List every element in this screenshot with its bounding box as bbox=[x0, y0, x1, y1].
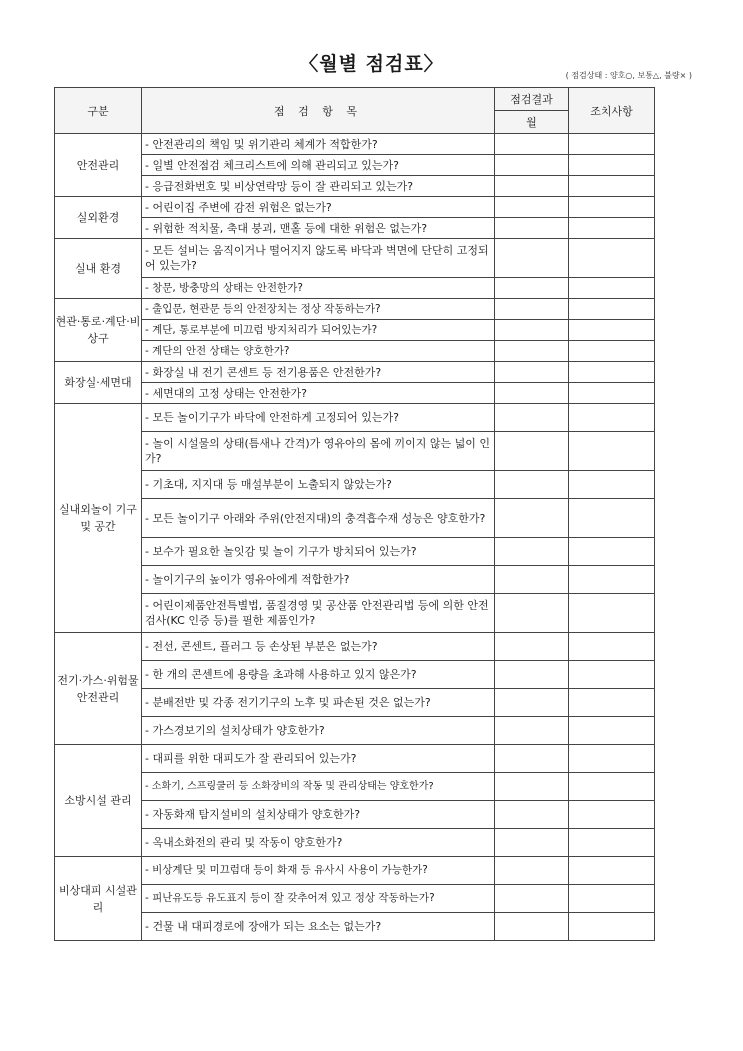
action-cell[interactable] bbox=[569, 661, 655, 689]
header-result: 점검결과 bbox=[495, 88, 569, 111]
check-item: - 어린이집 주변에 감전 위험은 없는가? bbox=[142, 197, 495, 218]
action-cell[interactable] bbox=[569, 239, 655, 278]
result-cell[interactable] bbox=[495, 362, 569, 383]
check-item: - 기초대, 지지대 등 매설부분이 노출되지 않았는가? bbox=[142, 471, 495, 499]
page-title: 〈월별 점검표〉 bbox=[299, 53, 444, 75]
check-item: - 전선, 콘센트, 플러그 등 손상된 부분은 없는가? bbox=[142, 633, 495, 661]
check-item: - 응급전화번호 및 비상연락망 등이 잘 관리되고 있는가? bbox=[142, 176, 495, 197]
result-cell[interactable] bbox=[495, 717, 569, 745]
check-item: - 피난유도등 유도표지 등이 잘 갖추어져 있고 정상 작동하는가? bbox=[142, 885, 495, 913]
result-cell[interactable] bbox=[495, 594, 569, 633]
table-row bbox=[55, 566, 655, 594]
table-row bbox=[55, 633, 655, 661]
check-item: - 모든 놀이기구 아래와 주위(안전지대)의 충격흡수재 성능은 양호한가? bbox=[142, 499, 495, 538]
check-item: - 안전관리의 책임 및 위기관리 체계가 적합한가? bbox=[142, 134, 495, 155]
action-cell[interactable] bbox=[569, 538, 655, 566]
checklist-body bbox=[55, 134, 655, 941]
action-cell[interactable] bbox=[569, 383, 655, 404]
check-item: - 비상계단 및 미끄럼대 등이 화재 등 유사시 사용이 가능한가? bbox=[142, 857, 495, 885]
result-cell[interactable] bbox=[495, 633, 569, 661]
action-cell[interactable] bbox=[569, 801, 655, 829]
result-cell[interactable] bbox=[495, 566, 569, 594]
action-cell[interactable] bbox=[569, 717, 655, 745]
table-row bbox=[55, 913, 655, 941]
check-item: - 옥내소화전의 관리 및 작동이 양호한가? bbox=[142, 829, 495, 857]
action-cell[interactable] bbox=[569, 857, 655, 885]
check-item: - 계단, 통로부분에 미끄럼 방지처리가 되어있는가? bbox=[142, 320, 495, 341]
check-item: - 모든 설비는 움직이거나 떨어지지 않도록 바닥과 벽면에 단단히 고정되어 있는가? bbox=[142, 239, 495, 278]
action-cell[interactable] bbox=[569, 633, 655, 661]
check-item: - 놀이 시설물의 상태(틈새나 간격)가 영유아의 몸에 끼이지 않는 넓이 인가? bbox=[142, 432, 495, 471]
action-cell[interactable] bbox=[569, 745, 655, 773]
check-item: - 분배전반 및 각종 전기기구의 노후 및 파손된 것은 없는가? bbox=[142, 689, 495, 717]
action-cell[interactable] bbox=[569, 134, 655, 155]
action-cell[interactable] bbox=[569, 689, 655, 717]
result-cell[interactable] bbox=[495, 155, 569, 176]
result-cell[interactable] bbox=[495, 176, 569, 197]
header-category: 구분 bbox=[55, 88, 142, 134]
check-item: - 소화기, 스프링쿨러 등 소화장비의 작동 및 관리상태는 양호한가? bbox=[142, 773, 495, 801]
category-cell: 소방시설 관리 bbox=[55, 745, 142, 857]
result-cell[interactable] bbox=[495, 134, 569, 155]
header-row bbox=[55, 88, 655, 111]
table-row bbox=[55, 404, 655, 432]
table-row bbox=[55, 689, 655, 717]
result-cell[interactable] bbox=[495, 383, 569, 404]
table-row bbox=[55, 278, 655, 299]
check-item: - 출입문, 현관문 등의 안전장치는 정상 작동하는가? bbox=[142, 299, 495, 320]
table-row bbox=[55, 239, 655, 278]
table-row bbox=[55, 773, 655, 801]
table-row bbox=[55, 341, 655, 362]
result-cell[interactable] bbox=[495, 218, 569, 239]
table-row bbox=[55, 885, 655, 913]
table-row bbox=[55, 299, 655, 320]
table-row bbox=[55, 176, 655, 197]
table-row bbox=[55, 717, 655, 745]
result-cell[interactable] bbox=[495, 538, 569, 566]
result-cell[interactable] bbox=[495, 404, 569, 432]
action-cell[interactable] bbox=[569, 320, 655, 341]
table-row bbox=[55, 362, 655, 383]
result-cell[interactable] bbox=[495, 341, 569, 362]
result-cell[interactable] bbox=[495, 913, 569, 941]
check-item: - 일별 안전점검 체크리스트에 의해 관리되고 있는가? bbox=[142, 155, 495, 176]
category-cell: 실외환경 bbox=[55, 197, 142, 239]
header-item: 점 검 항 목 bbox=[142, 88, 495, 134]
category-cell: 비상대피 시설관리 bbox=[55, 857, 142, 941]
monthly-checklist-table bbox=[54, 87, 655, 941]
action-cell[interactable] bbox=[569, 913, 655, 941]
action-cell[interactable] bbox=[569, 197, 655, 218]
action-cell[interactable] bbox=[569, 155, 655, 176]
result-cell[interactable] bbox=[495, 745, 569, 773]
result-cell[interactable] bbox=[495, 857, 569, 885]
table-row bbox=[55, 857, 655, 885]
action-cell[interactable] bbox=[569, 404, 655, 432]
check-item: - 계단의 안전 상태는 양호한가? bbox=[142, 341, 495, 362]
table-row bbox=[55, 218, 655, 239]
result-cell[interactable] bbox=[495, 801, 569, 829]
table-row bbox=[55, 471, 655, 499]
category-cell: 전기·가스·위험물 안전관리 bbox=[55, 633, 142, 745]
result-cell[interactable] bbox=[495, 885, 569, 913]
table-row bbox=[55, 661, 655, 689]
check-item: - 세면대의 고정 상태는 안전한가? bbox=[142, 383, 495, 404]
category-cell: 실내외놀이 기구 및 공간 bbox=[55, 404, 142, 633]
action-cell[interactable] bbox=[569, 299, 655, 320]
action-cell[interactable] bbox=[569, 773, 655, 801]
header-action: 조치사항 bbox=[569, 88, 655, 134]
table-row bbox=[55, 155, 655, 176]
table-row bbox=[55, 538, 655, 566]
table-row bbox=[55, 499, 655, 538]
result-cell[interactable] bbox=[495, 432, 569, 471]
action-cell[interactable] bbox=[569, 341, 655, 362]
action-cell[interactable] bbox=[569, 829, 655, 857]
result-cell[interactable] bbox=[495, 299, 569, 320]
action-cell[interactable] bbox=[569, 432, 655, 471]
table-row bbox=[55, 383, 655, 404]
category-cell: 실내 환경 bbox=[55, 239, 142, 299]
action-cell[interactable] bbox=[569, 218, 655, 239]
category-cell: 화장실·세면대 bbox=[55, 362, 142, 404]
action-cell[interactable] bbox=[569, 594, 655, 633]
check-item: - 화장실 내 전기 콘센트 등 전기용품은 안전한가? bbox=[142, 362, 495, 383]
check-item: - 모든 놀이기구가 바닥에 안전하게 고정되어 있는가? bbox=[142, 404, 495, 432]
table-row bbox=[55, 134, 655, 155]
check-item: - 자동화재 탐지설비의 설치상태가 양호한가? bbox=[142, 801, 495, 829]
action-cell[interactable] bbox=[569, 176, 655, 197]
result-cell[interactable] bbox=[495, 471, 569, 499]
result-cell[interactable] bbox=[495, 661, 569, 689]
result-cell[interactable] bbox=[495, 773, 569, 801]
action-cell[interactable] bbox=[569, 471, 655, 499]
check-item: - 위험한 적치물, 축대 붕괴, 맨홀 등에 대한 위험은 없는가? bbox=[142, 218, 495, 239]
result-cell[interactable] bbox=[495, 499, 569, 538]
action-cell[interactable] bbox=[569, 362, 655, 383]
action-cell[interactable] bbox=[569, 499, 655, 538]
table-row bbox=[55, 320, 655, 341]
action-cell[interactable] bbox=[569, 566, 655, 594]
action-cell[interactable] bbox=[569, 278, 655, 299]
check-item: - 어린이제품안전특별법, 품질경영 및 공산품 안전관리법 등에 의한 안전검사(KC 인증 등)를 필한 제품인가? bbox=[142, 594, 495, 633]
table-row bbox=[55, 432, 655, 471]
check-item: - 가스경보기의 설치상태가 양호한가? bbox=[142, 717, 495, 745]
header-month: 월 bbox=[495, 111, 569, 134]
result-cell[interactable] bbox=[495, 239, 569, 278]
check-item: - 놀이기구의 높이가 영유아에게 적합한가? bbox=[142, 566, 495, 594]
table-row bbox=[55, 594, 655, 633]
table-row bbox=[55, 801, 655, 829]
status-legend: ( 점검상태 : 양호○, 보통△, 불량× ) bbox=[565, 71, 692, 80]
check-item: - 한 개의 콘센트에 용량을 초과해 사용하고 있지 않은가? bbox=[142, 661, 495, 689]
check-item: - 보수가 필요한 놀잇감 및 놀이 기구가 방치되어 있는가? bbox=[142, 538, 495, 566]
category-cell: 안전관리 bbox=[55, 134, 142, 197]
category-cell: 현관·통로·계단·비상구 bbox=[55, 299, 142, 362]
table-row bbox=[55, 197, 655, 218]
table-row bbox=[55, 745, 655, 773]
result-cell[interactable] bbox=[495, 278, 569, 299]
check-item: - 건물 내 대피경로에 장애가 되는 요소는 없는가? bbox=[142, 913, 495, 941]
result-cell[interactable] bbox=[495, 320, 569, 341]
action-cell[interactable] bbox=[569, 885, 655, 913]
check-item: - 창문, 방충망의 상태는 안전한가? bbox=[142, 278, 495, 299]
table-row bbox=[55, 829, 655, 857]
result-cell[interactable] bbox=[495, 829, 569, 857]
check-item: - 대피를 위한 대피도가 잘 관리되어 있는가? bbox=[142, 745, 495, 773]
result-cell[interactable] bbox=[495, 197, 569, 218]
result-cell[interactable] bbox=[495, 689, 569, 717]
